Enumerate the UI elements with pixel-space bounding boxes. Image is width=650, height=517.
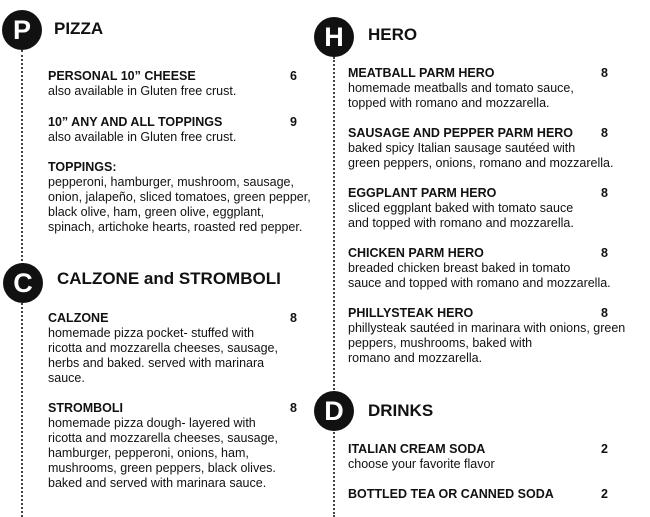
menu-item: [348, 487, 645, 502]
item-price: 2: [601, 442, 608, 456]
menu-item: [348, 306, 645, 366]
menu-item: [348, 126, 645, 171]
item-price: 8: [601, 186, 608, 200]
item-name: MEATBALL PARM HERO: [348, 66, 495, 80]
item-description: homemade pizza pocket- stuffed with ricotta and mozzarella cheeses, sausage, herbs and baked. served with marinara sauce.: [48, 326, 278, 385]
section-badge-calzone: C: [3, 263, 43, 303]
item-name: EGGPLANT PARM HERO: [348, 186, 497, 200]
item-name: CHICKEN PARM HERO: [348, 246, 484, 260]
section-title-drinks: DRINKS: [368, 401, 434, 420]
item-description: homemade meatballs and tomato sauce, topped with romano and mozzarella.: [348, 81, 574, 110]
item-name: STROMBOLI: [48, 401, 123, 415]
item-price: 8: [601, 126, 608, 140]
item-description: breaded chicken breast baked in tomato sauce and topped with romano and mozzarella.: [348, 261, 611, 290]
item-price: 8: [290, 401, 297, 415]
menu-item: [348, 66, 645, 111]
menu-item: [348, 186, 645, 231]
section-badge-pizza: P: [2, 10, 42, 50]
item-name: PHILLYSTEAK HERO: [348, 306, 474, 320]
item-name: BOTTLED TEA OR CANNED SODA: [348, 487, 554, 501]
item-description: homemade pizza dough- layered with ricotta and mozzarella cheeses, sausage, hamburger, pepperoni, onions, ham, mushrooms, green peppers, black olives. baked and served with marinara sauce.: [48, 416, 278, 490]
item-price: 8: [601, 66, 608, 80]
item-name: PERSONAL 10” CHEESE: [48, 69, 196, 83]
item-name: TOPPINGS:: [48, 160, 117, 174]
item-description: phillysteak sautéed in marinara with onions, green peppers, mushrooms, baked with romano and mozzarella.: [348, 321, 626, 365]
item-description: choose your favorite flavor: [348, 457, 495, 471]
item-name: ITALIAN CREAM SODA: [348, 442, 486, 456]
item-price: 8: [601, 246, 608, 260]
section-badge-drinks: D: [314, 391, 354, 431]
item-price: 9: [290, 115, 297, 129]
section-badge-hero: H: [314, 17, 354, 57]
item-name: CALZONE: [48, 311, 109, 325]
section-title-calzone: CALZONE and STROMBOLI: [57, 269, 281, 288]
menu-item: [348, 442, 645, 472]
item-description: pepperoni, hamburger, mushroom, sausage, onion, jalapeño, sliced tomatoes, green pepper, black olive, ham, green olive, eggplant, spinach, artichoke hearts, roasted red pepper.: [48, 175, 311, 234]
item-description: baked spicy Italian sausage sautéed with green peppers, onions, romano and mozzarella.: [348, 141, 614, 170]
item-description: also available in Gluten free crust.: [48, 130, 237, 144]
item-price: 8: [290, 311, 297, 325]
item-name: 10” ANY AND ALL TOPPINGS: [48, 115, 223, 129]
item-description: also available in Gluten free crust.: [48, 84, 237, 98]
section-title-pizza: PIZZA: [54, 19, 104, 38]
item-description: sliced eggplant baked with tomato sauce and topped with romano and mozzarella.: [348, 201, 574, 230]
item-price: 6: [290, 69, 297, 83]
item-price: 2: [601, 487, 608, 501]
section-title-hero: HERO: [368, 25, 418, 44]
item-name: SAUSAGE AND PEPPER PARM HERO: [348, 126, 574, 140]
item-price: 8: [601, 306, 608, 320]
menu-item: [348, 246, 645, 291]
